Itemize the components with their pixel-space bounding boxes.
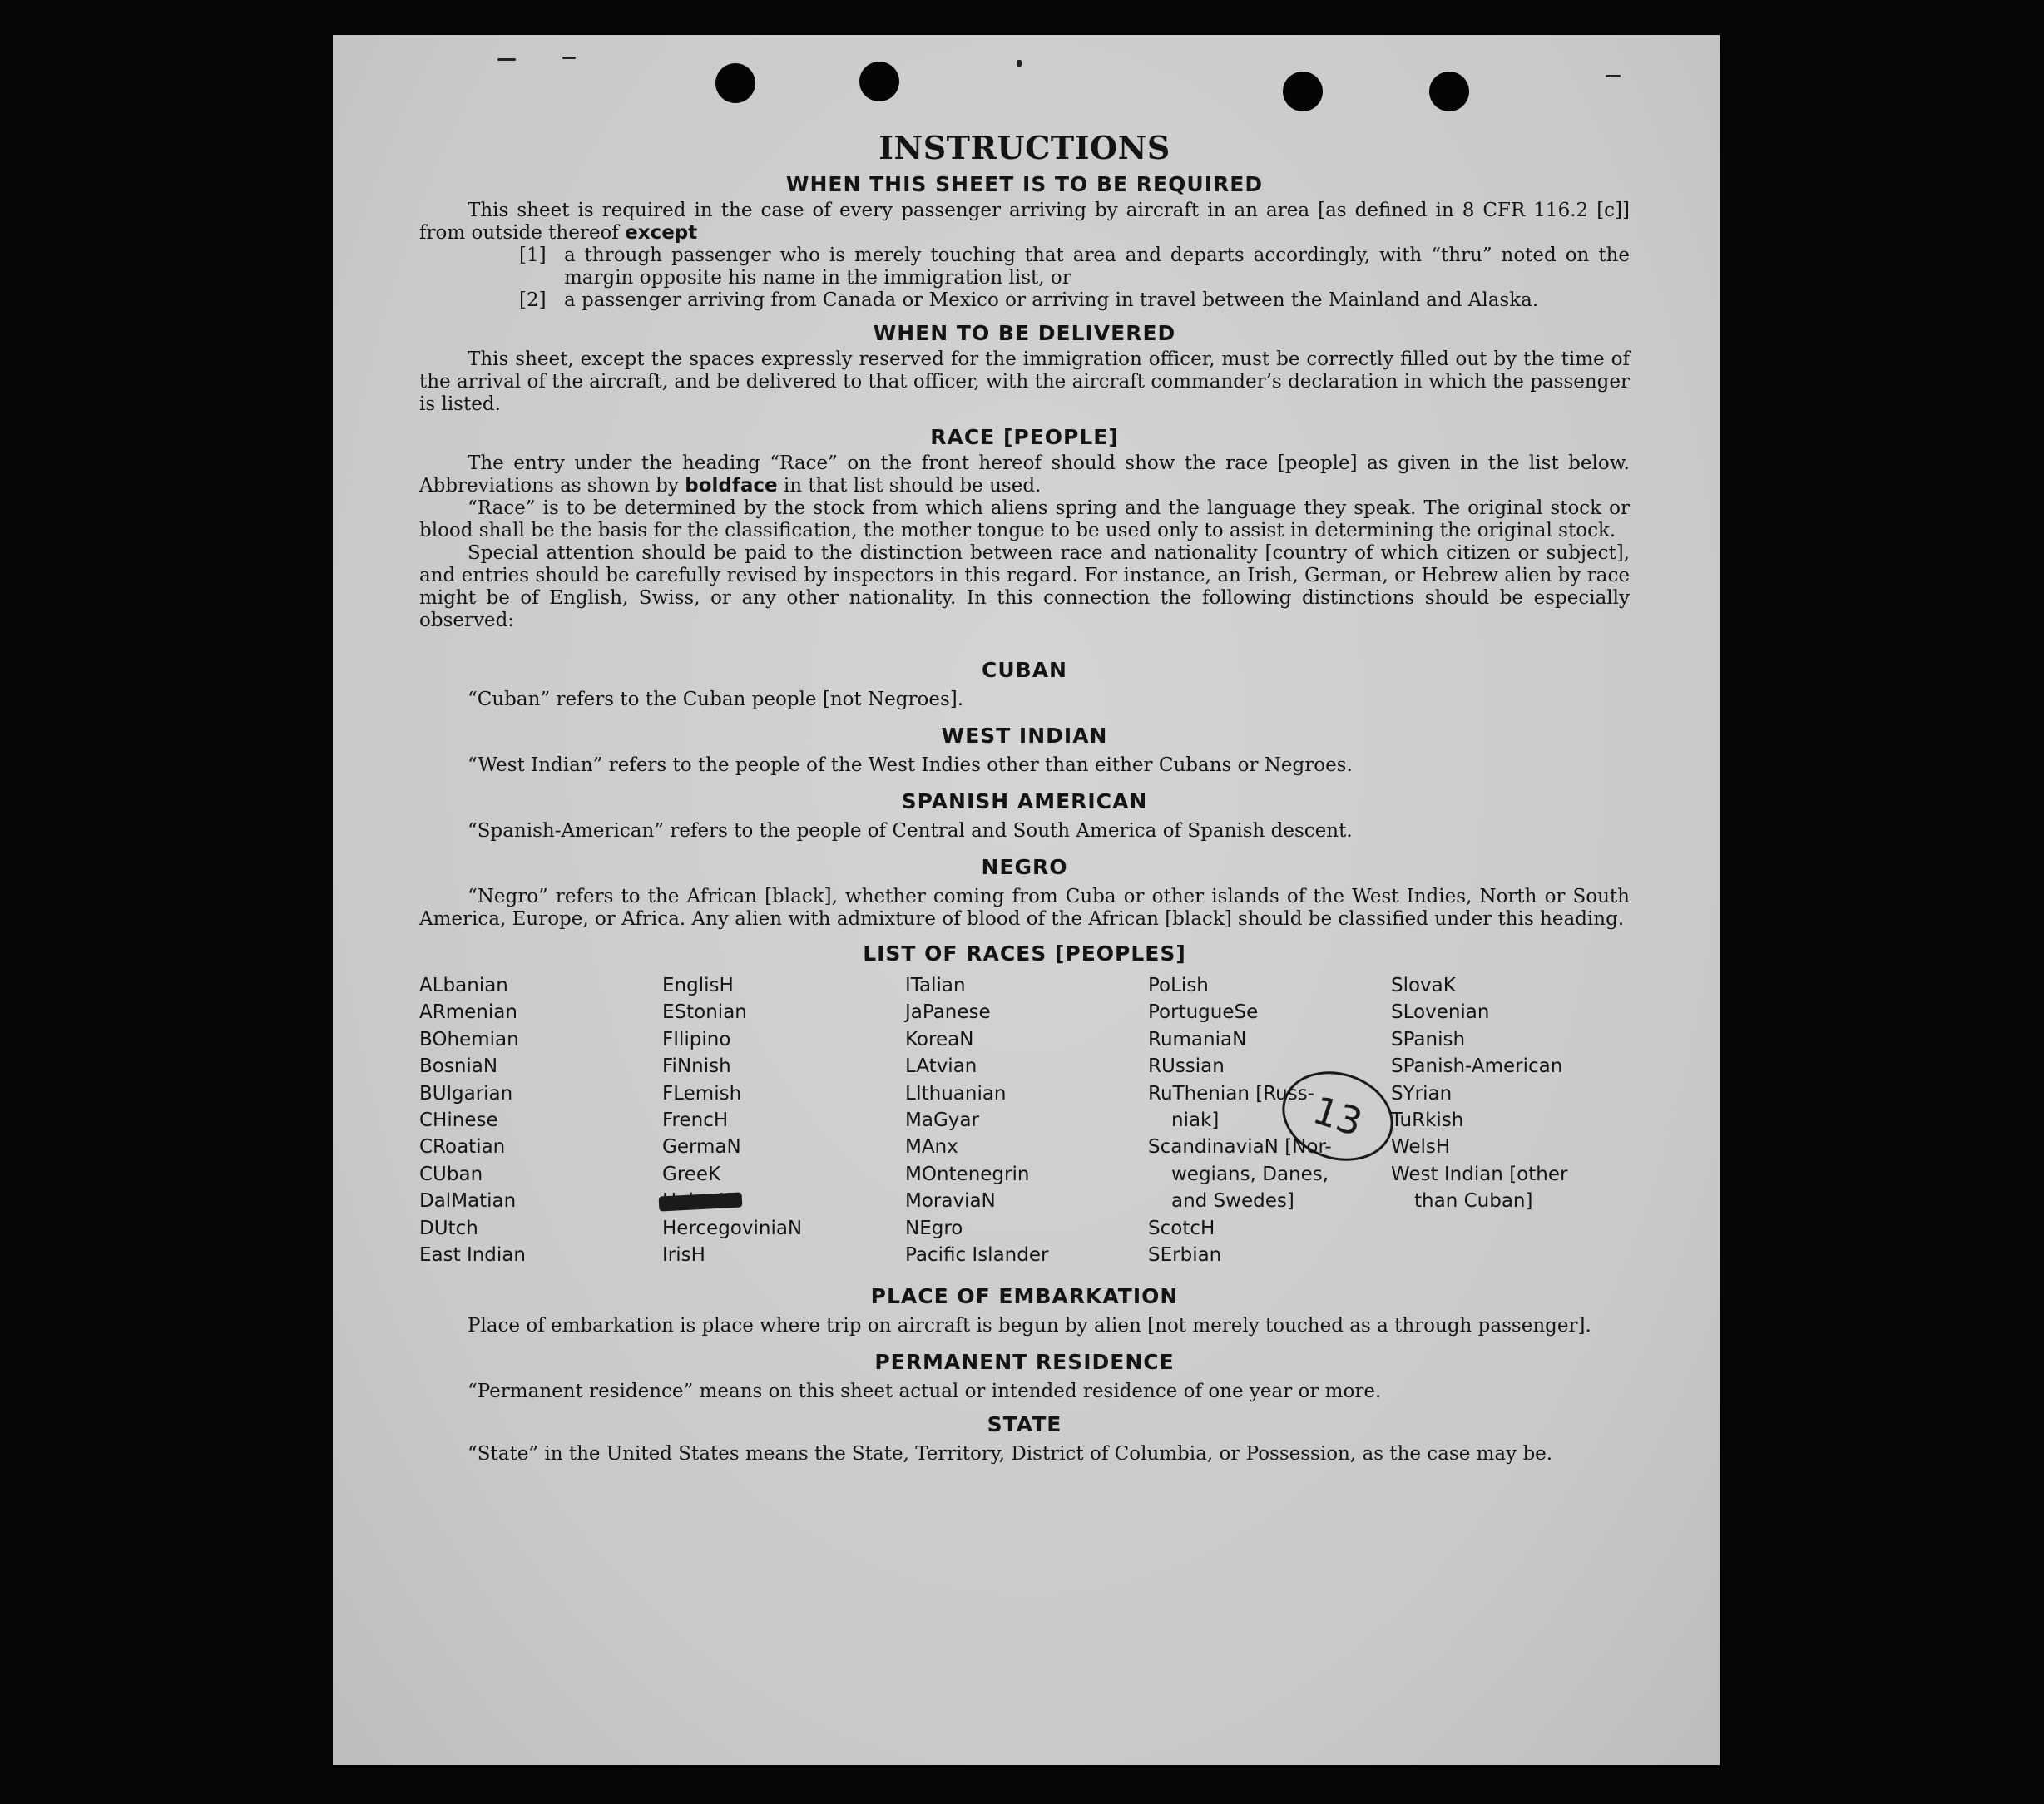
heading-list-of-races: LIST OF RACES [PEOPLES] [863, 942, 1186, 966]
heading-when-delivered: WHEN TO BE DELIVERED [873, 321, 1176, 345]
heading-spanish-american: SPANISH AMERICAN [901, 789, 1148, 813]
heading-race: RACE [PEOPLE] [930, 425, 1119, 449]
spanish-american-text: “Spanish-American” refers to the people of Central and South America of Spanish descent. [468, 820, 1353, 842]
race-entry: Pacific Islander [905, 1244, 1049, 1267]
race-entry: SYrian [1391, 1082, 1453, 1105]
race-entry: East Indian [419, 1244, 526, 1267]
embarkation-text: Place of embarkation is place where trip on aircraft is begun by alien [not merely touched as a through passenger]. [468, 1315, 1591, 1337]
intro-bold: except [625, 222, 698, 244]
struck-entry [662, 1188, 739, 1214]
item-number: [1] [519, 245, 547, 266]
race-entry: JaPanese [905, 1001, 991, 1024]
item-text: a passenger arriving from Canada or Mexico or arriving in travel between the Mainland and Alaska. [564, 289, 1539, 311]
speck [497, 58, 516, 61]
when-delivered-text: This sheet, except the spaces expressly reserved for the immigration officer, must be correctly filled out by the time of the arrival of the aircraft, and be delivered to that officer, with the aircraft commander’s declaration in which the passenger is listed. [419, 348, 1630, 415]
race-entry: TuRkish [1391, 1110, 1464, 1132]
race-p1-text-after: in that list should be used. [783, 475, 1042, 497]
race-p1-bold: boldface [685, 475, 778, 497]
document-sheet [333, 35, 1720, 1765]
cuban-text: “Cuban” refers to the Cuban people [not Negroes]. [468, 689, 964, 710]
races-column [419, 972, 662, 1268]
race-entry-continuation: niak] [1171, 1110, 1220, 1132]
heading-cuban: CUBAN [982, 658, 1067, 682]
race-entry: PoLish [1148, 975, 1209, 996]
punch-hole [859, 62, 899, 101]
race-entry: WelsH [1391, 1136, 1451, 1159]
race-paragraph-1 [419, 452, 1630, 497]
race-entry: KoreaN [905, 1028, 974, 1050]
race-entry: FLemish [662, 1082, 742, 1105]
speck [1606, 75, 1621, 77]
punch-hole [1283, 72, 1323, 111]
race-entry: PortugueSe [1148, 1001, 1259, 1024]
race-entry: ScotcH [1148, 1217, 1215, 1239]
race-entry: CHinese [419, 1110, 498, 1132]
heading-west-indian: WEST INDIAN [941, 724, 1108, 748]
race-entry: RUssian [1148, 1055, 1225, 1078]
race-entry: MOntenegrin [905, 1163, 1030, 1185]
speck [1017, 60, 1022, 67]
race-entry: EnglisH [662, 975, 734, 996]
page-title: INSTRUCTIONS [878, 129, 1170, 166]
race-entry: LIthuanian [905, 1082, 1007, 1105]
race-entry-continuation: and Swedes] [1171, 1190, 1294, 1213]
race-entry: CUban [419, 1163, 483, 1185]
item-text: a through passenger who is merely touching that area and departs accordingly, with “thru” noted on the margin opposite his name in the immigration list, or [564, 245, 1630, 289]
race-entry: ITalian [905, 975, 966, 996]
state-text: “State” in the United States means the State, Territory, District of Columbia, or Possession, as the case may be. [468, 1443, 1553, 1465]
race-entry: MAnx [905, 1136, 958, 1159]
intro-text: This sheet is required in the case of every passenger arriving by aircraft in an area [as defined in 8 CFR 116.2 [c]] from outside thereof [419, 200, 1630, 244]
races-column [1391, 972, 1630, 1268]
race-entry: RumaniaN [1148, 1028, 1247, 1050]
race-entry-continuation: than Cuban] [1414, 1190, 1533, 1213]
race-entry: BUlgarian [419, 1082, 513, 1105]
heading-when-required: WHEN THIS SHEET IS TO BE REQUIRED [785, 172, 1264, 196]
punch-hole [715, 63, 755, 103]
race-entry: ARmenian [419, 1001, 517, 1024]
race-entry: CRoatian [419, 1136, 506, 1159]
race-p1-text: The entry under the heading “Race” on the front hereof should show the race [people] as given in the list below. Abbreviations as shown by [419, 452, 1630, 497]
when-required-intro [419, 200, 1630, 245]
race-entry: West Indian [other [1391, 1163, 1568, 1185]
races-column [662, 972, 905, 1268]
race-entry: GreeK [662, 1163, 721, 1185]
race-entry: MaGyar [905, 1110, 979, 1132]
races-column [1148, 972, 1391, 1268]
west-indian-text: “West Indian” refers to the people of the West Indies other than either Cubans or Negroes. [468, 754, 1353, 776]
race-entry: MoraviaN [905, 1190, 996, 1213]
race-entry: FiNnish [662, 1055, 731, 1078]
race-entry: SPanish [1391, 1028, 1466, 1050]
race-entry: SLovenian [1391, 1001, 1490, 1024]
race-entry: EStonian [662, 1001, 747, 1024]
list-item [519, 289, 1630, 312]
heading-place-of-embarkation: PLACE OF EMBARKATION [870, 1284, 1179, 1309]
punch-hole [1429, 72, 1469, 111]
negro-text: “Negro” refers to the African [black], whether coming from Cuba or other islands of the West Indies, North or South America, Europe, or Africa. Any alien with admixture of blood of the African [black] should be classified under this heading. [419, 886, 1630, 930]
list-item [519, 245, 1630, 289]
item-number: [2] [519, 289, 547, 311]
residence-text: “Permanent residence” means on this sheet actual or intended residence of one year or more. [468, 1381, 1382, 1403]
race-entry: DUtch [419, 1217, 478, 1239]
race-entry: LAtvian [905, 1055, 977, 1078]
race-entry: FrencH [662, 1110, 729, 1132]
race-entry: SPanish-American [1391, 1055, 1563, 1078]
race-paragraph-2: “Race” is to be determined by the stock from which aliens spring and the language they speak. The original stock or blood shall be the basis for the classification, the mother tongue to be used only to assist in determining the original stock. [419, 497, 1630, 541]
race-entry: BOhemian [419, 1028, 519, 1050]
race-entry-struck [662, 1188, 905, 1214]
race-entry: NEgro [905, 1217, 963, 1239]
race-entry: ScandinaviaN [Nor- [1148, 1136, 1332, 1159]
race-entry: BosniaN [419, 1055, 498, 1078]
instructions-content [419, 126, 1630, 1465]
races-table [419, 972, 1630, 1268]
heading-permanent-residence: PERMANENT RESIDENCE [874, 1350, 1175, 1375]
race-entry: DalMatian [419, 1190, 517, 1213]
race-entry: SErbian [1148, 1244, 1222, 1267]
race-paragraph-3: Special attention should be paid to the distinction between race and nationality [country of which citizen or subject], and entries should be carefully revised by inspectors in this regard. For instance, an Irish, German, or Hebrew alien by race might be of English, Swiss, or any other nationality. In this connection the following distinctions should be especially observed: [419, 542, 1630, 631]
races-column [905, 972, 1148, 1268]
race-entry: FIlipino [662, 1028, 731, 1050]
race-entry: HercegoviniaN [662, 1217, 803, 1239]
race-entry: IrisH [662, 1244, 705, 1267]
race-entry-continuation: wegians, Danes, [1171, 1163, 1329, 1185]
speck [562, 57, 576, 59]
heading-negro: NEGRO [981, 855, 1068, 879]
race-entry: RuThenian [Russ- [1148, 1082, 1315, 1105]
handwritten-number: 13 [1307, 1087, 1368, 1145]
race-entry: SlovaK [1391, 975, 1456, 996]
race-entry: ALbanian [419, 975, 508, 996]
heading-state: STATE [987, 1412, 1062, 1437]
race-entry: GermaN [662, 1136, 741, 1159]
